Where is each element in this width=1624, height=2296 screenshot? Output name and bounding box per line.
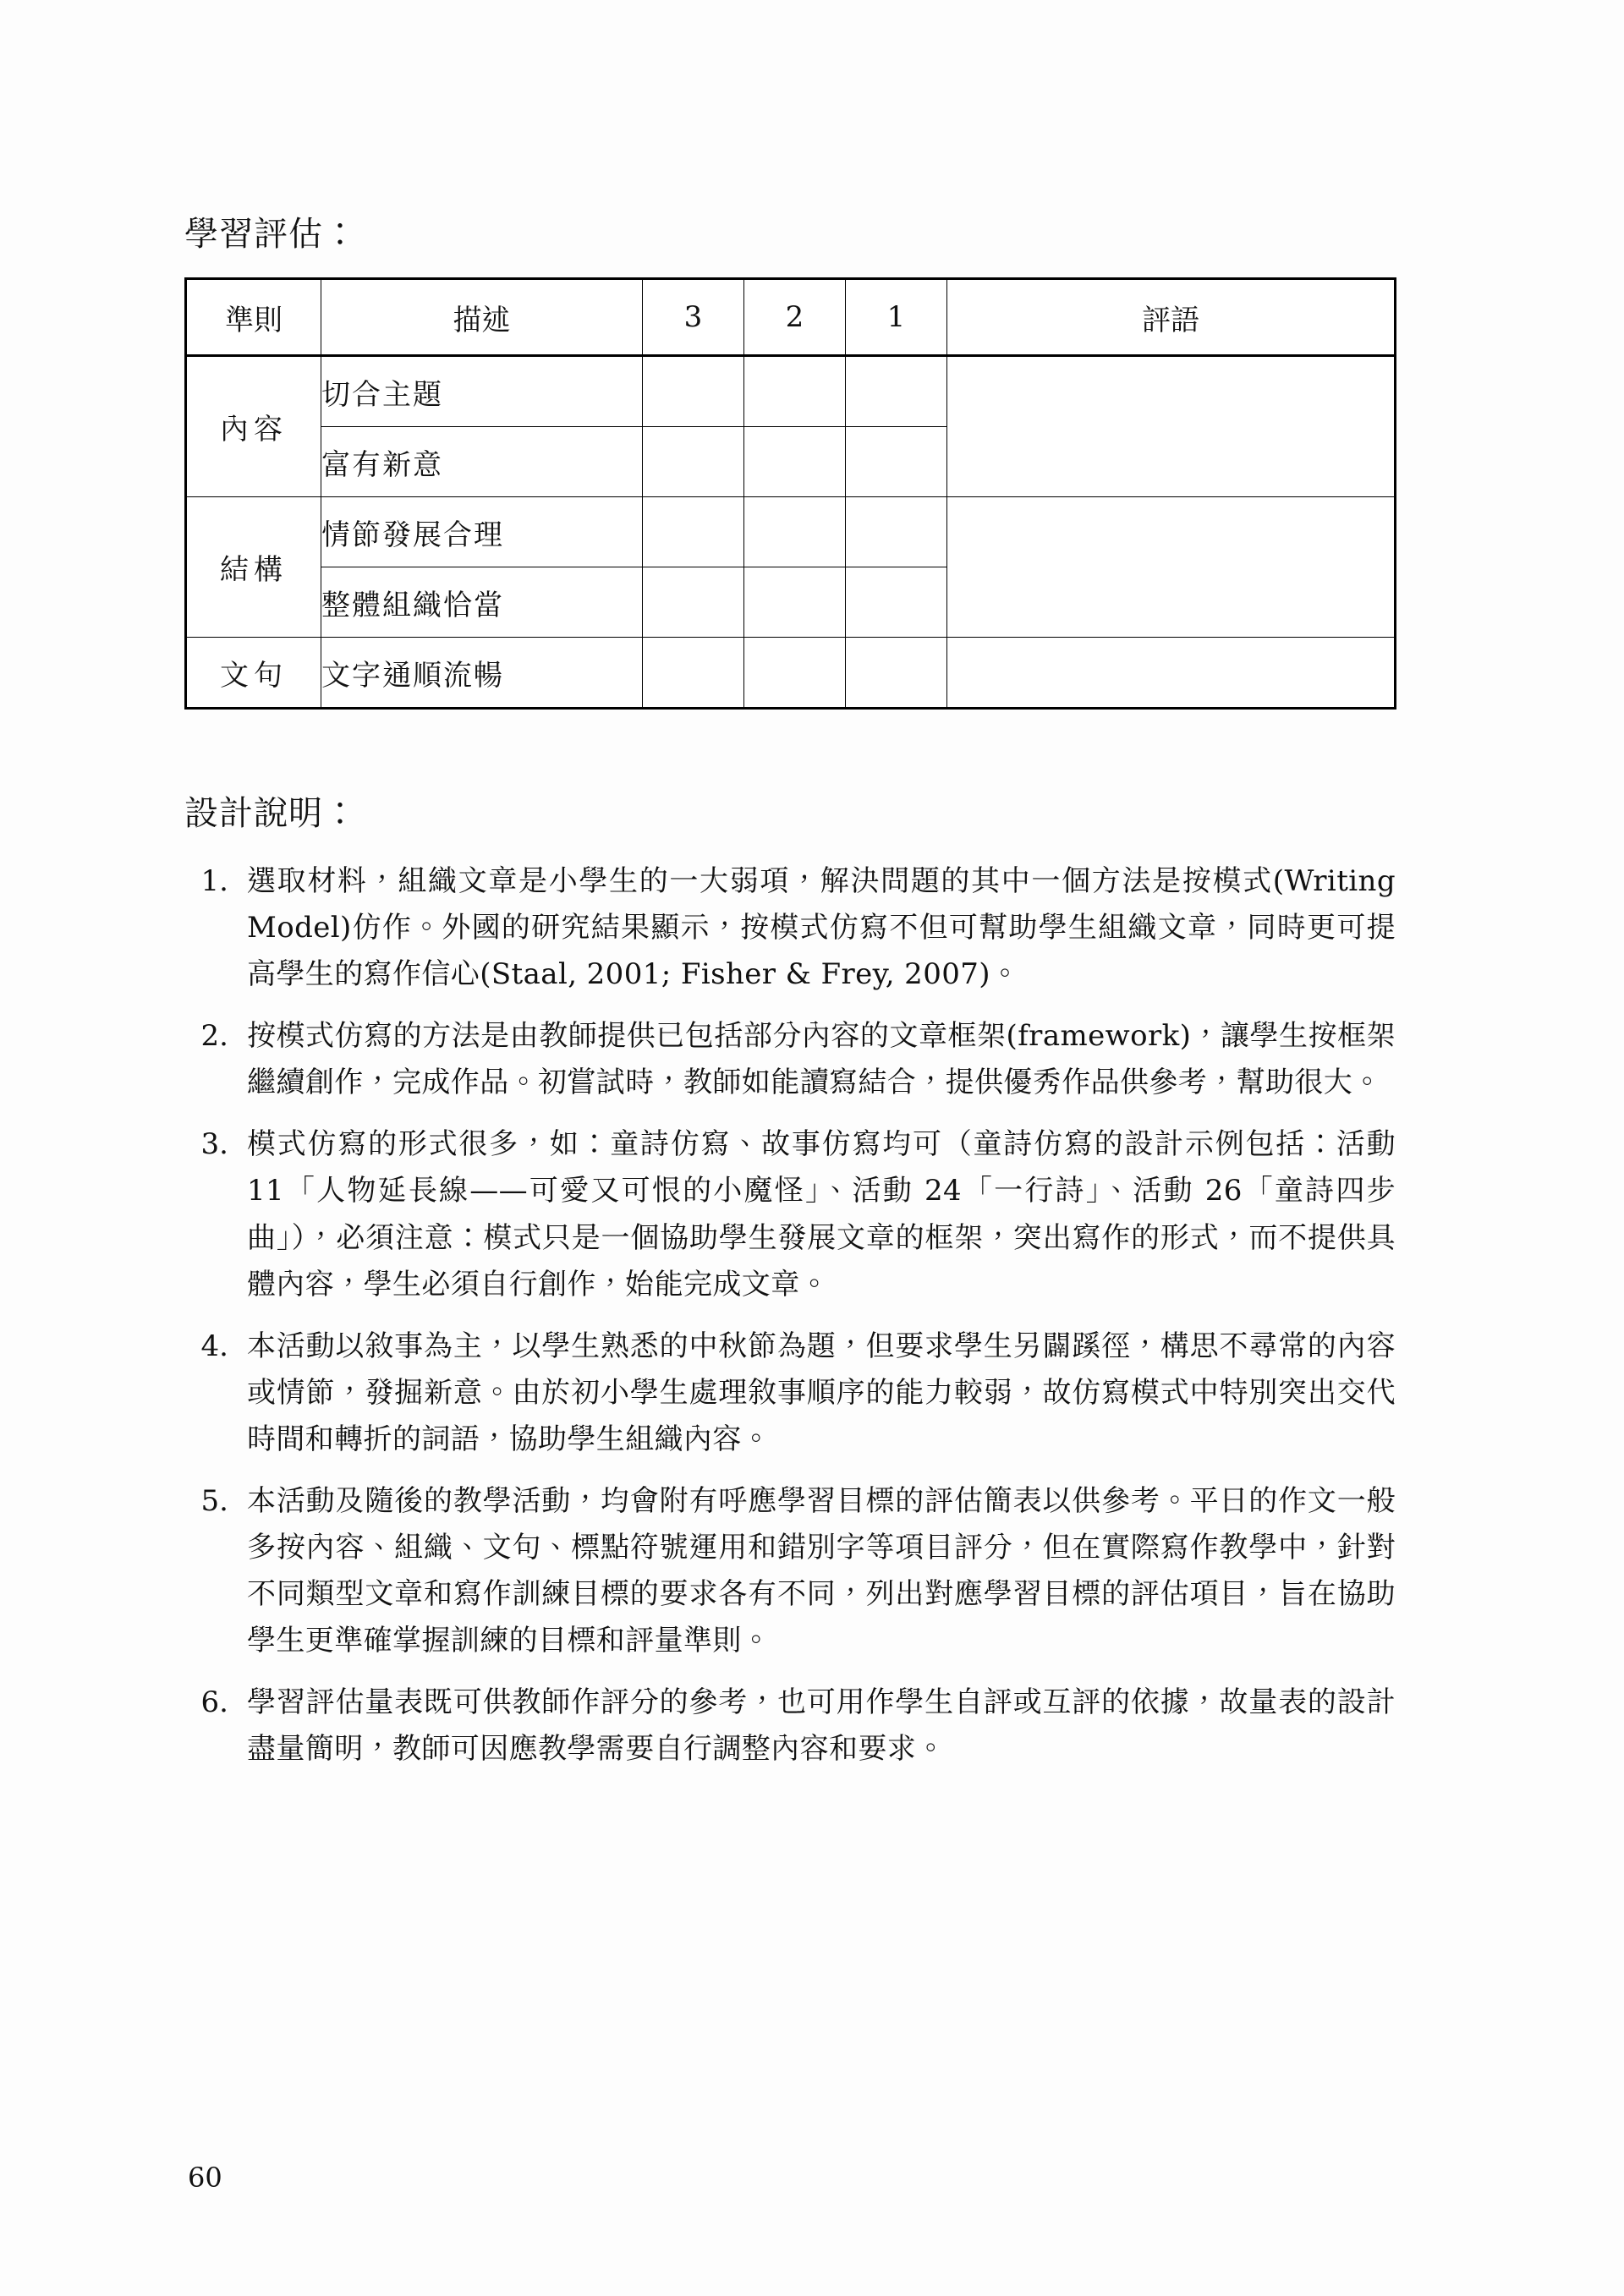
list-item [184,1013,1396,1106]
header-score-2: 2 [744,279,846,356]
list-item-text: 本活動及隨後的教學活動，均會附有呼應學習目標的評估簡表以供參考。平日的作文一般多按內容、組織、文句、標點符號運用和錯別字等項目評分，但在實際寫作教學中，針對不同類型文章和寫作訓練目標的要求各有不同，列出對應學習目標的評估項目，旨在協助學生更準確掌握訓練的目標和評量準則。 [247,1483,1396,1658]
description-cell: 文字通順流暢 [321,638,643,709]
score-cell-2[interactable] [744,567,846,638]
criteria-cell-content: 內容 [186,356,321,497]
list-item-number: 5. [200,1483,228,1518]
criteria-cell-wording: 文句 [186,638,321,709]
header-criteria: 準則 [186,279,321,356]
description-cell: 情節發展合理 [321,497,643,567]
header-comment: 評語 [947,279,1396,356]
score-cell-3[interactable] [643,427,744,497]
list-item-number: 3. [200,1127,228,1162]
list-item-number: 1. [200,864,228,898]
score-cell-2[interactable] [744,427,846,497]
score-cell-1[interactable] [846,356,947,427]
score-cell-2[interactable] [744,638,846,709]
design-notes-heading: 設計說明： [184,794,358,833]
comment-cell[interactable] [947,638,1396,709]
score-cell-1[interactable] [846,497,947,567]
description-cell: 切合主題 [321,356,643,427]
list-item [184,1680,1396,1773]
score-cell-2[interactable] [744,497,846,567]
assessment-section [184,211,1396,710]
score-cell-3[interactable] [643,638,744,709]
list-item [184,1323,1396,1463]
score-cell-3[interactable] [643,567,744,638]
table-row [186,638,1396,709]
table-row [186,356,1396,427]
header-description: 描述 [321,279,643,356]
criteria-cell-structure: 結構 [186,497,321,638]
list-item-text: 本活動以敘事為主，以學生熟悉的中秋節為題，但要求學生另闢蹊徑，構思不尋常的內容或情節，發掘新意。由於初小學生處理敘事順序的能力較弱，故仿寫模式中特別突出交代時間和轉折的詞語，協助學生組織內容。 [247,1329,1396,1456]
list-item-text: 選取材料，組織文章是小學生的一大弱項，解決問題的其中一個方法是按模式(Writing Model)仿作。外國的研究結果顯示，按模式仿寫不但可幫助學生組織文章，同時更可提高學生的寫作信心(Staal, 2001; Fisher & Frey, 2007)。 [247,864,1396,992]
score-cell-3[interactable] [643,356,744,427]
list-item [184,858,1396,998]
comment-cell[interactable] [947,497,1396,638]
list-item-number: 6. [200,1685,228,1720]
list-item-text: 學習評估量表既可供教師作評分的參考，也可用作學生自評或互評的依據，故量表的設計盡量簡明，教師可因應教學需要自行調整內容和要求。 [247,1685,1396,1767]
page-number: 60 [188,2162,222,2194]
list-item [184,1121,1396,1307]
design-notes-list [184,858,1396,1773]
table-row [186,497,1396,567]
page-content [184,211,1396,1788]
list-item-number: 2. [200,1019,228,1054]
list-item-text: 模式仿寫的形式很多，如：童詩仿寫、故事仿寫均可（童詩仿寫的設計示例包括：活動 11「人物延長線——可愛又可恨的小魔怪」、活動 24「一行詩」、活動 26「童詩四步曲」），必須注意：模式只是一個協助學生發展文章的框架，突出寫作的形式，而不提供具體內容，學生必須自行創作，始能完成文章。 [247,1127,1396,1301]
score-cell-1[interactable] [846,638,947,709]
design-notes-section [184,791,1396,1773]
list-item-text: 按模式仿寫的方法是由教師提供已包括部分內容的文章框架(framework)，讓學生按框架繼續創作，完成作品。初嘗試時，教師如能讀寫結合，提供優秀作品供參考，幫助很大。 [247,1019,1396,1100]
description-cell: 富有新意 [321,427,643,497]
score-cell-3[interactable] [643,497,744,567]
score-cell-2[interactable] [744,356,846,427]
assessment-rubric-table [184,277,1396,710]
list-item [184,1478,1396,1664]
score-cell-1[interactable] [846,567,947,638]
assessment-heading: 學習評估： [184,215,358,254]
list-item-number: 4. [200,1329,228,1363]
score-cell-1[interactable] [846,427,947,497]
table-header-row [186,279,1396,356]
comment-cell[interactable] [947,356,1396,497]
description-cell: 整體組織恰當 [321,567,643,638]
header-score-3: 3 [643,279,744,356]
header-score-1: 1 [846,279,947,356]
